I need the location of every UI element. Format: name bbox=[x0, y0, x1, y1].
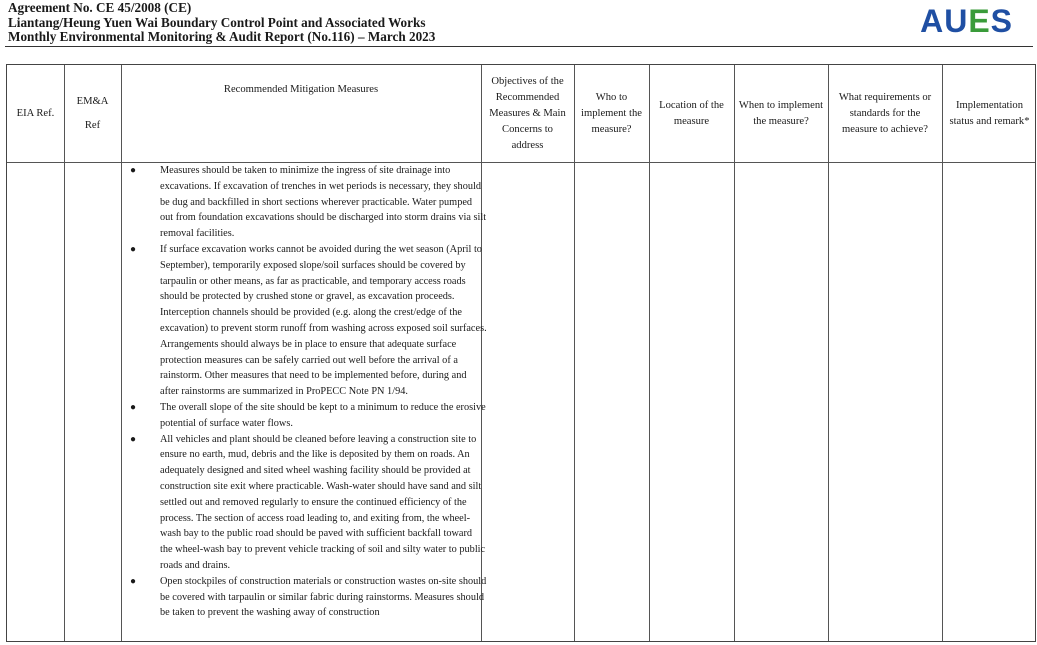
column-divider bbox=[649, 65, 650, 641]
document-header bbox=[8, 1, 435, 45]
header-rule bbox=[5, 46, 1033, 47]
header-eia-ref: EIA Ref. bbox=[16, 107, 55, 119]
header-mitigation: Recommended Mitigation Measures bbox=[223, 84, 379, 95]
header-when: When to implement the measure? bbox=[738, 99, 824, 127]
agreement-number: Agreement No. CE 45/2008 (CE) bbox=[8, 0, 192, 15]
header-who: Who to implement the measure? bbox=[581, 91, 642, 135]
bullet-icon: ● bbox=[130, 165, 137, 176]
bullet-icon: ● bbox=[130, 433, 137, 445]
list-item: ● If surface excavation works cannot be avoided during the wet season (April to September), temporarily exposed slope/soil surfaces should be covered by tarpaulin or other means, as far as practicable, and temporary access roads should be protected by crushed stone or gravel, as excavation proceeds. Interception channels should be provided (e.g. along the crest/edge of the excavation) to prevent storm runoff from washing across exposed soil surfaces. Arrangements should always be in place to ensure that adequate surface protection measures can be safely carried out well before the arrival of a rainstorm. Other measures that need to be implemented before, during and after rainstorms are summarized in ProPECC Note PN 1/94. bbox=[130, 243, 487, 398]
column-divider bbox=[734, 65, 735, 641]
column-divider bbox=[574, 65, 575, 641]
header-location: Location of the measure bbox=[659, 99, 724, 127]
report-title: Monthly Environmental Monitoring & Audit Report (No.116) – March 2023 bbox=[8, 29, 436, 45]
column-divider bbox=[942, 65, 943, 641]
header-objectives: Objectives of the Recommended Measures & Main Concerns to address bbox=[489, 75, 566, 151]
bullet-icon: ● bbox=[130, 243, 137, 255]
project-title: Liantang/Heung Yuen Wai Boundary Control Point and Associated Works bbox=[8, 14, 426, 30]
bullet-icon: ● bbox=[130, 575, 137, 587]
header-ema-ref: EM&A Ref bbox=[76, 95, 109, 131]
list-item: ● The overall slope of the site should be kept to a minimum to reduce the erosive potential of surface water flows. bbox=[130, 401, 486, 429]
column-divider bbox=[828, 65, 829, 641]
header-requirements: What requirements or standards for the measure to achieve? bbox=[838, 91, 932, 135]
list-item: ● All vehicles and plant should be cleaned before leaving a construction site to ensure no earth, mud, debris and the like is deposited by them on roads. An adequately designed and sited wheel washing facility should be provided at construction site exit where practicable. Wash-water should have sand and silt settled out and removed regularly to ensure the continued efficiency of the process. The section of access road leading to, and exiting from, the wheel-wash bay to the public road should be paved with sufficient backfall toward the wheel-wash bay to prevent vehicle tracking of soil and silty water to public roads and drains. bbox=[130, 433, 486, 571]
list-item: ● Open stockpiles of construction materials or construction wastes on-site should be covered with tarpaulin or similar fabric during rainstorms. Measures should be taken to prevent the washing away of construction bbox=[130, 575, 487, 619]
list-item: ● Measures should be taken to minimize the ingress of site drainage into excavations. If excavation of trenches in wet periods is necessary, they should be dug and backfilled in short sections wherever practicable. Water pumped out from foundation excavations should be discharged into storm drains via silt removal facilities. bbox=[130, 165, 487, 240]
mitigation-measures-list bbox=[121, 163, 487, 621]
header-status: Implementation status and remark* bbox=[949, 99, 1030, 127]
mitigation-table bbox=[6, 64, 1036, 642]
aues-logo: AUES bbox=[920, 3, 1013, 39]
bullet-icon: ● bbox=[130, 401, 137, 413]
